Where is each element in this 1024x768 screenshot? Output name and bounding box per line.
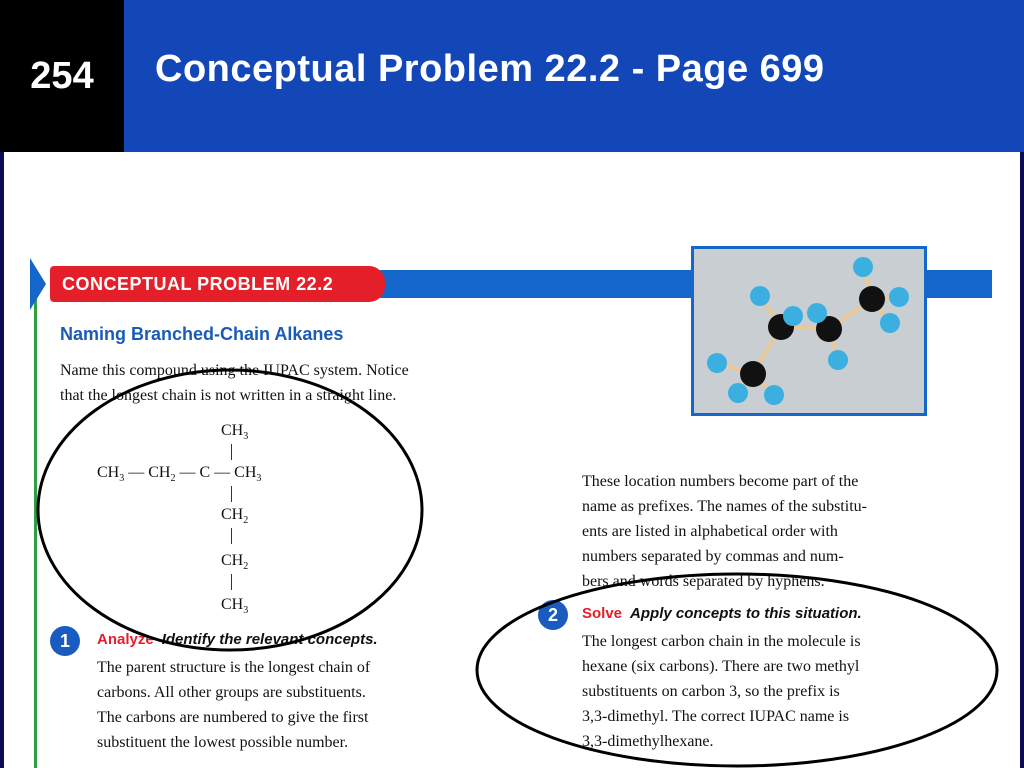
location-line: bers and words separated by hyphens. <box>582 573 825 590</box>
main-chain: $CH_3$ — $CH_2$ — C — $CH_3$ <box>97 464 262 485</box>
location-line: ents are listed in alphabetical order with <box>582 523 838 540</box>
location-line: These location numbers become part of the <box>582 473 859 490</box>
location-line: numbers separated by commas and num- <box>582 548 844 565</box>
solve-heading: Solve Apply concepts to this situation. <box>582 605 862 622</box>
solve-line: 3,3-dimethylhexane. <box>582 733 714 750</box>
intro-line: Name this compound using the IUPAC system. Notice <box>60 362 409 379</box>
analyze-line: The carbons are numbered to give the first <box>97 709 369 726</box>
problem-banner: CONCEPTUAL PROBLEM 22.2 <box>50 266 385 302</box>
intro-line: that the longest chain is not written in a straight line. <box>60 387 397 404</box>
step-1-icon: 1 <box>50 626 80 656</box>
analyze-line: carbons. All other groups are substituents. <box>97 684 366 701</box>
solve-line: The longest carbon chain in the molecule is <box>582 633 861 650</box>
slide-title: Conceptual Problem 22.2 - Page 699 <box>155 48 825 90</box>
solve-line: substituents on carbon 3, so the prefix is <box>582 683 840 700</box>
analyze-heading: Analyze Identify the relevant concepts. <box>97 631 378 648</box>
slide-number: 254 <box>0 0 124 152</box>
chain-down-1: $CH_2$ <box>221 506 249 527</box>
problem-subtitle: Naming Branched-Chain Alkanes <box>60 324 344 344</box>
chain-down-3: $CH_3$ <box>221 596 249 617</box>
structure-annotation-oval <box>38 370 422 650</box>
chain-down-2: $CH_2$ <box>221 552 249 573</box>
solve-annotation-oval <box>477 574 997 766</box>
solve-line: 3,3-dimethyl. The correct IUPAC name is <box>582 708 850 725</box>
step-2-icon: 2 <box>538 600 568 630</box>
location-line: name as prefixes. The names of the substitu- <box>582 498 867 515</box>
solve-line: hexane (six carbons). There are two methyl <box>582 658 860 675</box>
methyl-top: $CH_3$ <box>221 422 249 443</box>
analyze-line: substituent the lowest possible number. <box>97 734 349 751</box>
analyze-line: The parent structure is the longest chain of <box>97 659 371 676</box>
